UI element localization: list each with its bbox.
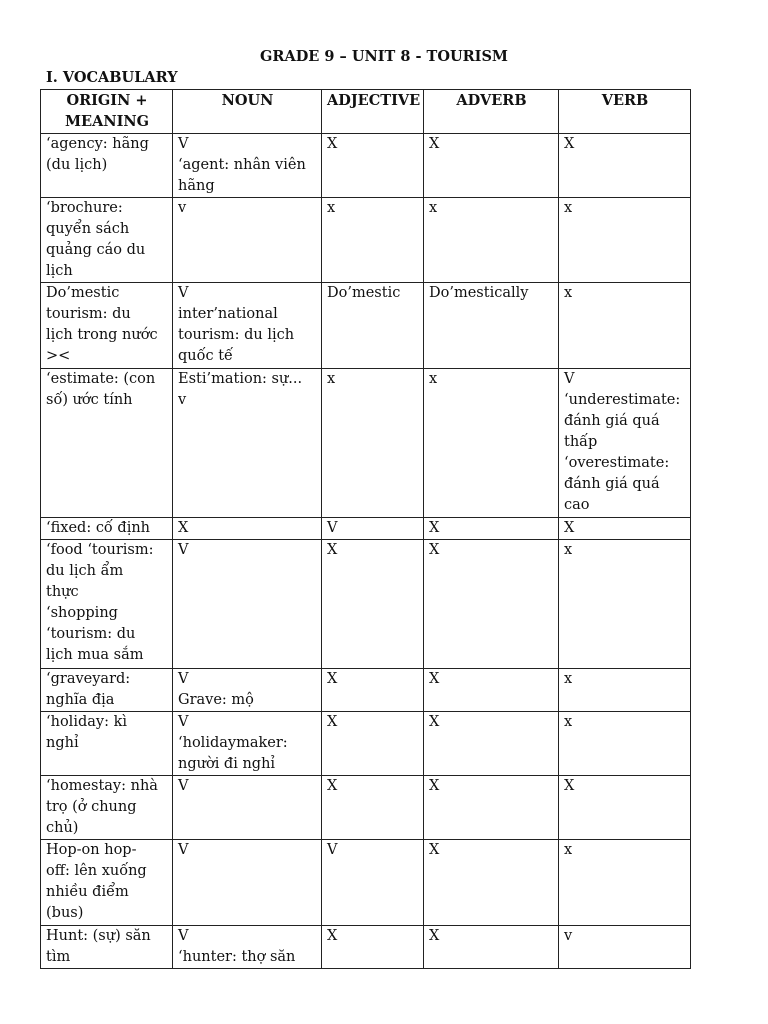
verb-cell xyxy=(559,776,691,840)
header-adverb xyxy=(424,90,559,134)
adjective-cell xyxy=(322,518,424,540)
cell-text-line: X xyxy=(429,778,440,794)
adverb-cell xyxy=(424,840,559,926)
vocabulary-table xyxy=(40,89,691,969)
origin-meaning-cell xyxy=(41,134,173,198)
cell-text-line: X xyxy=(429,714,440,730)
verb-cell xyxy=(559,518,691,540)
cell-text-line: V xyxy=(564,371,575,387)
verb-cell xyxy=(559,712,691,776)
cell-text-line: người đi nghỉ xyxy=(178,756,276,772)
cell-text-line: ‘graveyard: xyxy=(46,671,131,687)
adverb-cell xyxy=(424,669,559,712)
noun-cell xyxy=(173,369,322,518)
adverb-cell xyxy=(424,712,559,776)
section-heading: I. VOCABULARY xyxy=(46,69,178,86)
verb-cell xyxy=(559,283,691,369)
cell-text-line: Hop-on hop- xyxy=(46,842,137,858)
table-row xyxy=(41,369,691,518)
cell-text-line: tourism: du xyxy=(46,306,131,322)
origin-meaning-cell xyxy=(41,712,173,776)
cell-text-line: Esti’mation: sự... xyxy=(178,371,303,387)
cell-text-line: đánh giá quá xyxy=(564,413,660,429)
header-adjective-label: ADJECTIVE xyxy=(327,92,421,109)
cell-text-line: X xyxy=(327,136,338,152)
adjective-cell xyxy=(322,134,424,198)
cell-text-line: ‘brochure: xyxy=(46,200,123,216)
adjective-cell xyxy=(322,198,424,283)
cell-text-line: quốc tế xyxy=(178,348,233,364)
cell-text-line: số) ước tính xyxy=(46,392,133,408)
cell-text-line: X xyxy=(429,928,440,944)
cell-text-line: X xyxy=(327,778,338,794)
header-origin-meaning-label: ORIGIN + MEANING xyxy=(64,92,150,130)
adjective-cell xyxy=(322,283,424,369)
origin-meaning-cell xyxy=(41,540,173,669)
cell-text-line: V xyxy=(178,542,189,558)
cell-text-line: x xyxy=(564,542,573,558)
cell-text-line: X xyxy=(327,714,338,730)
cell-text-line: V xyxy=(178,928,189,944)
noun-cell xyxy=(173,198,322,283)
table-row xyxy=(41,712,691,776)
adjective-cell xyxy=(322,776,424,840)
cell-text-line: X xyxy=(564,778,575,794)
header-verb xyxy=(559,90,691,134)
header-noun xyxy=(173,90,322,134)
verb-cell xyxy=(559,134,691,198)
header-row xyxy=(41,90,691,134)
cell-text-line: inter’national xyxy=(178,306,278,322)
cell-text-line: ‘agent: nhân viên xyxy=(178,157,306,173)
cell-text-line: v xyxy=(178,392,187,408)
verb-cell xyxy=(559,198,691,283)
adjective-cell xyxy=(322,540,424,669)
noun-cell xyxy=(173,540,322,669)
cell-text-line: ‘holidaymaker: xyxy=(178,735,288,751)
cell-text-line: x xyxy=(564,714,573,730)
table-row xyxy=(41,926,691,969)
cell-text-line: (du lịch) xyxy=(46,157,108,173)
cell-text-line: V xyxy=(178,778,189,794)
cell-text-line: ‘agency: hãng xyxy=(46,136,149,152)
cell-text-line: off: lên xuống xyxy=(46,863,147,879)
cell-text-line: nghĩa địa xyxy=(46,692,115,708)
cell-text-line: ‘food ‘tourism: xyxy=(46,542,154,558)
table-row xyxy=(41,283,691,369)
verb-cell xyxy=(559,540,691,669)
verb-cell xyxy=(559,369,691,518)
table-row xyxy=(41,198,691,283)
cell-text-line: x xyxy=(564,671,573,687)
cell-text-line: X xyxy=(327,542,338,558)
adjective-cell xyxy=(322,712,424,776)
adverb-cell xyxy=(424,134,559,198)
cell-text-line: Do’mestic xyxy=(327,285,401,301)
table-row xyxy=(41,840,691,926)
cell-text-line: V xyxy=(178,671,189,687)
table-body xyxy=(41,134,691,969)
cell-text-line: đánh giá quá xyxy=(564,476,660,492)
cell-text-line: X xyxy=(429,542,440,558)
table-header xyxy=(41,90,691,134)
cell-text-line: x xyxy=(327,200,336,216)
cell-text-line: x xyxy=(429,200,438,216)
cell-text-line: (bus) xyxy=(46,905,84,921)
cell-text-line: tourism: du lịch xyxy=(178,327,295,343)
adverb-cell xyxy=(424,518,559,540)
cell-text-line: X xyxy=(429,136,440,152)
origin-meaning-cell xyxy=(41,669,173,712)
noun-cell xyxy=(173,926,322,969)
cell-text-line: du lịch ẩm xyxy=(46,563,124,579)
verb-cell xyxy=(559,926,691,969)
cell-text-line: quảng cáo du xyxy=(46,242,146,258)
header-verb-label: VERB xyxy=(601,92,649,109)
origin-meaning-cell xyxy=(41,840,173,926)
cell-text-line: X xyxy=(178,520,189,536)
cell-text-line: lịch xyxy=(46,263,73,279)
cell-text-line: quyển sách xyxy=(46,221,130,237)
cell-text-line: X xyxy=(429,520,440,536)
cell-text-line: x xyxy=(327,371,336,387)
noun-cell xyxy=(173,712,322,776)
cell-text-line: x xyxy=(564,285,573,301)
cell-text-line: V xyxy=(327,842,338,858)
cell-text-line: ‘tourism: du xyxy=(46,626,136,642)
cell-text-line: ‘homestay: nhà xyxy=(46,778,158,794)
cell-text-line: lịch mua sắm xyxy=(46,647,144,663)
adverb-cell xyxy=(424,540,559,669)
verb-cell xyxy=(559,840,691,926)
cell-text-line: ‘overestimate: xyxy=(564,455,670,471)
noun-cell xyxy=(173,840,322,926)
adjective-cell xyxy=(322,840,424,926)
cell-text-line: lịch trong nước xyxy=(46,327,158,343)
cell-text-line: V xyxy=(178,714,189,730)
cell-text-line: nghỉ xyxy=(46,735,79,751)
cell-text-line: Do’mestically xyxy=(429,285,529,301)
cell-text-line: X xyxy=(429,671,440,687)
cell-text-line: V xyxy=(178,842,189,858)
cell-text-line: cao xyxy=(564,497,590,513)
noun-cell xyxy=(173,776,322,840)
cell-text-line: X xyxy=(327,671,338,687)
verb-cell xyxy=(559,669,691,712)
header-adverb-label: ADVERB xyxy=(456,92,527,109)
cell-text-line: X xyxy=(327,928,338,944)
origin-meaning-cell xyxy=(41,369,173,518)
header-origin-meaning xyxy=(41,90,173,134)
header-noun-label: NOUN xyxy=(221,92,274,109)
cell-text-line: nhiều điểm xyxy=(46,884,129,900)
table-row xyxy=(41,540,691,669)
cell-text-line: v xyxy=(564,928,573,944)
cell-text-line: x xyxy=(564,842,573,858)
table-row xyxy=(41,518,691,540)
table-row xyxy=(41,669,691,712)
adjective-cell xyxy=(322,926,424,969)
cell-text-line: ‘shopping xyxy=(46,605,118,621)
cell-text-line: X xyxy=(564,520,575,536)
origin-meaning-cell xyxy=(41,283,173,369)
table-row xyxy=(41,134,691,198)
cell-text-line: >< xyxy=(46,348,71,364)
cell-text-line: ‘fixed: cố định xyxy=(46,520,151,536)
cell-text-line: ‘estimate: (con xyxy=(46,371,156,387)
adverb-cell xyxy=(424,198,559,283)
header-adjective xyxy=(322,90,424,134)
cell-text-line: X xyxy=(429,842,440,858)
cell-text-line: chủ) xyxy=(46,820,79,836)
cell-text-line: Hunt: (sự) săn xyxy=(46,928,151,944)
origin-meaning-cell xyxy=(41,776,173,840)
adverb-cell xyxy=(424,926,559,969)
noun-cell xyxy=(173,283,322,369)
cell-text-line: v xyxy=(178,200,187,216)
document-title: GRADE 9 – UNIT 8 - TOURISM xyxy=(260,48,508,65)
cell-text-line: trọ (ở chung xyxy=(46,799,137,815)
cell-text-line: Do’mestic xyxy=(46,285,120,301)
cell-text-line: ‘holiday: kì xyxy=(46,714,127,730)
adverb-cell xyxy=(424,283,559,369)
cell-text-line: V xyxy=(178,285,189,301)
cell-text-line: Grave: mộ xyxy=(178,692,254,708)
cell-text-line: ‘underestimate: xyxy=(564,392,681,408)
adjective-cell xyxy=(322,369,424,518)
cell-text-line: tìm xyxy=(46,949,71,965)
adjective-cell xyxy=(322,669,424,712)
adverb-cell xyxy=(424,776,559,840)
origin-meaning-cell xyxy=(41,198,173,283)
cell-text-line: ‘hunter: thợ săn xyxy=(178,949,296,965)
origin-meaning-cell xyxy=(41,926,173,969)
cell-text-line: thực xyxy=(46,584,79,600)
cell-text-line: thấp xyxy=(564,434,598,450)
adverb-cell xyxy=(424,369,559,518)
cell-text-line: hãng xyxy=(178,178,215,194)
noun-cell xyxy=(173,134,322,198)
cell-text-line: x xyxy=(429,371,438,387)
noun-cell xyxy=(173,518,322,540)
origin-meaning-cell xyxy=(41,518,173,540)
cell-text-line: V xyxy=(327,520,338,536)
cell-text-line: X xyxy=(564,136,575,152)
cell-text-line: x xyxy=(564,200,573,216)
cell-text-line: V xyxy=(178,136,189,152)
noun-cell xyxy=(173,669,322,712)
table-row xyxy=(41,776,691,840)
